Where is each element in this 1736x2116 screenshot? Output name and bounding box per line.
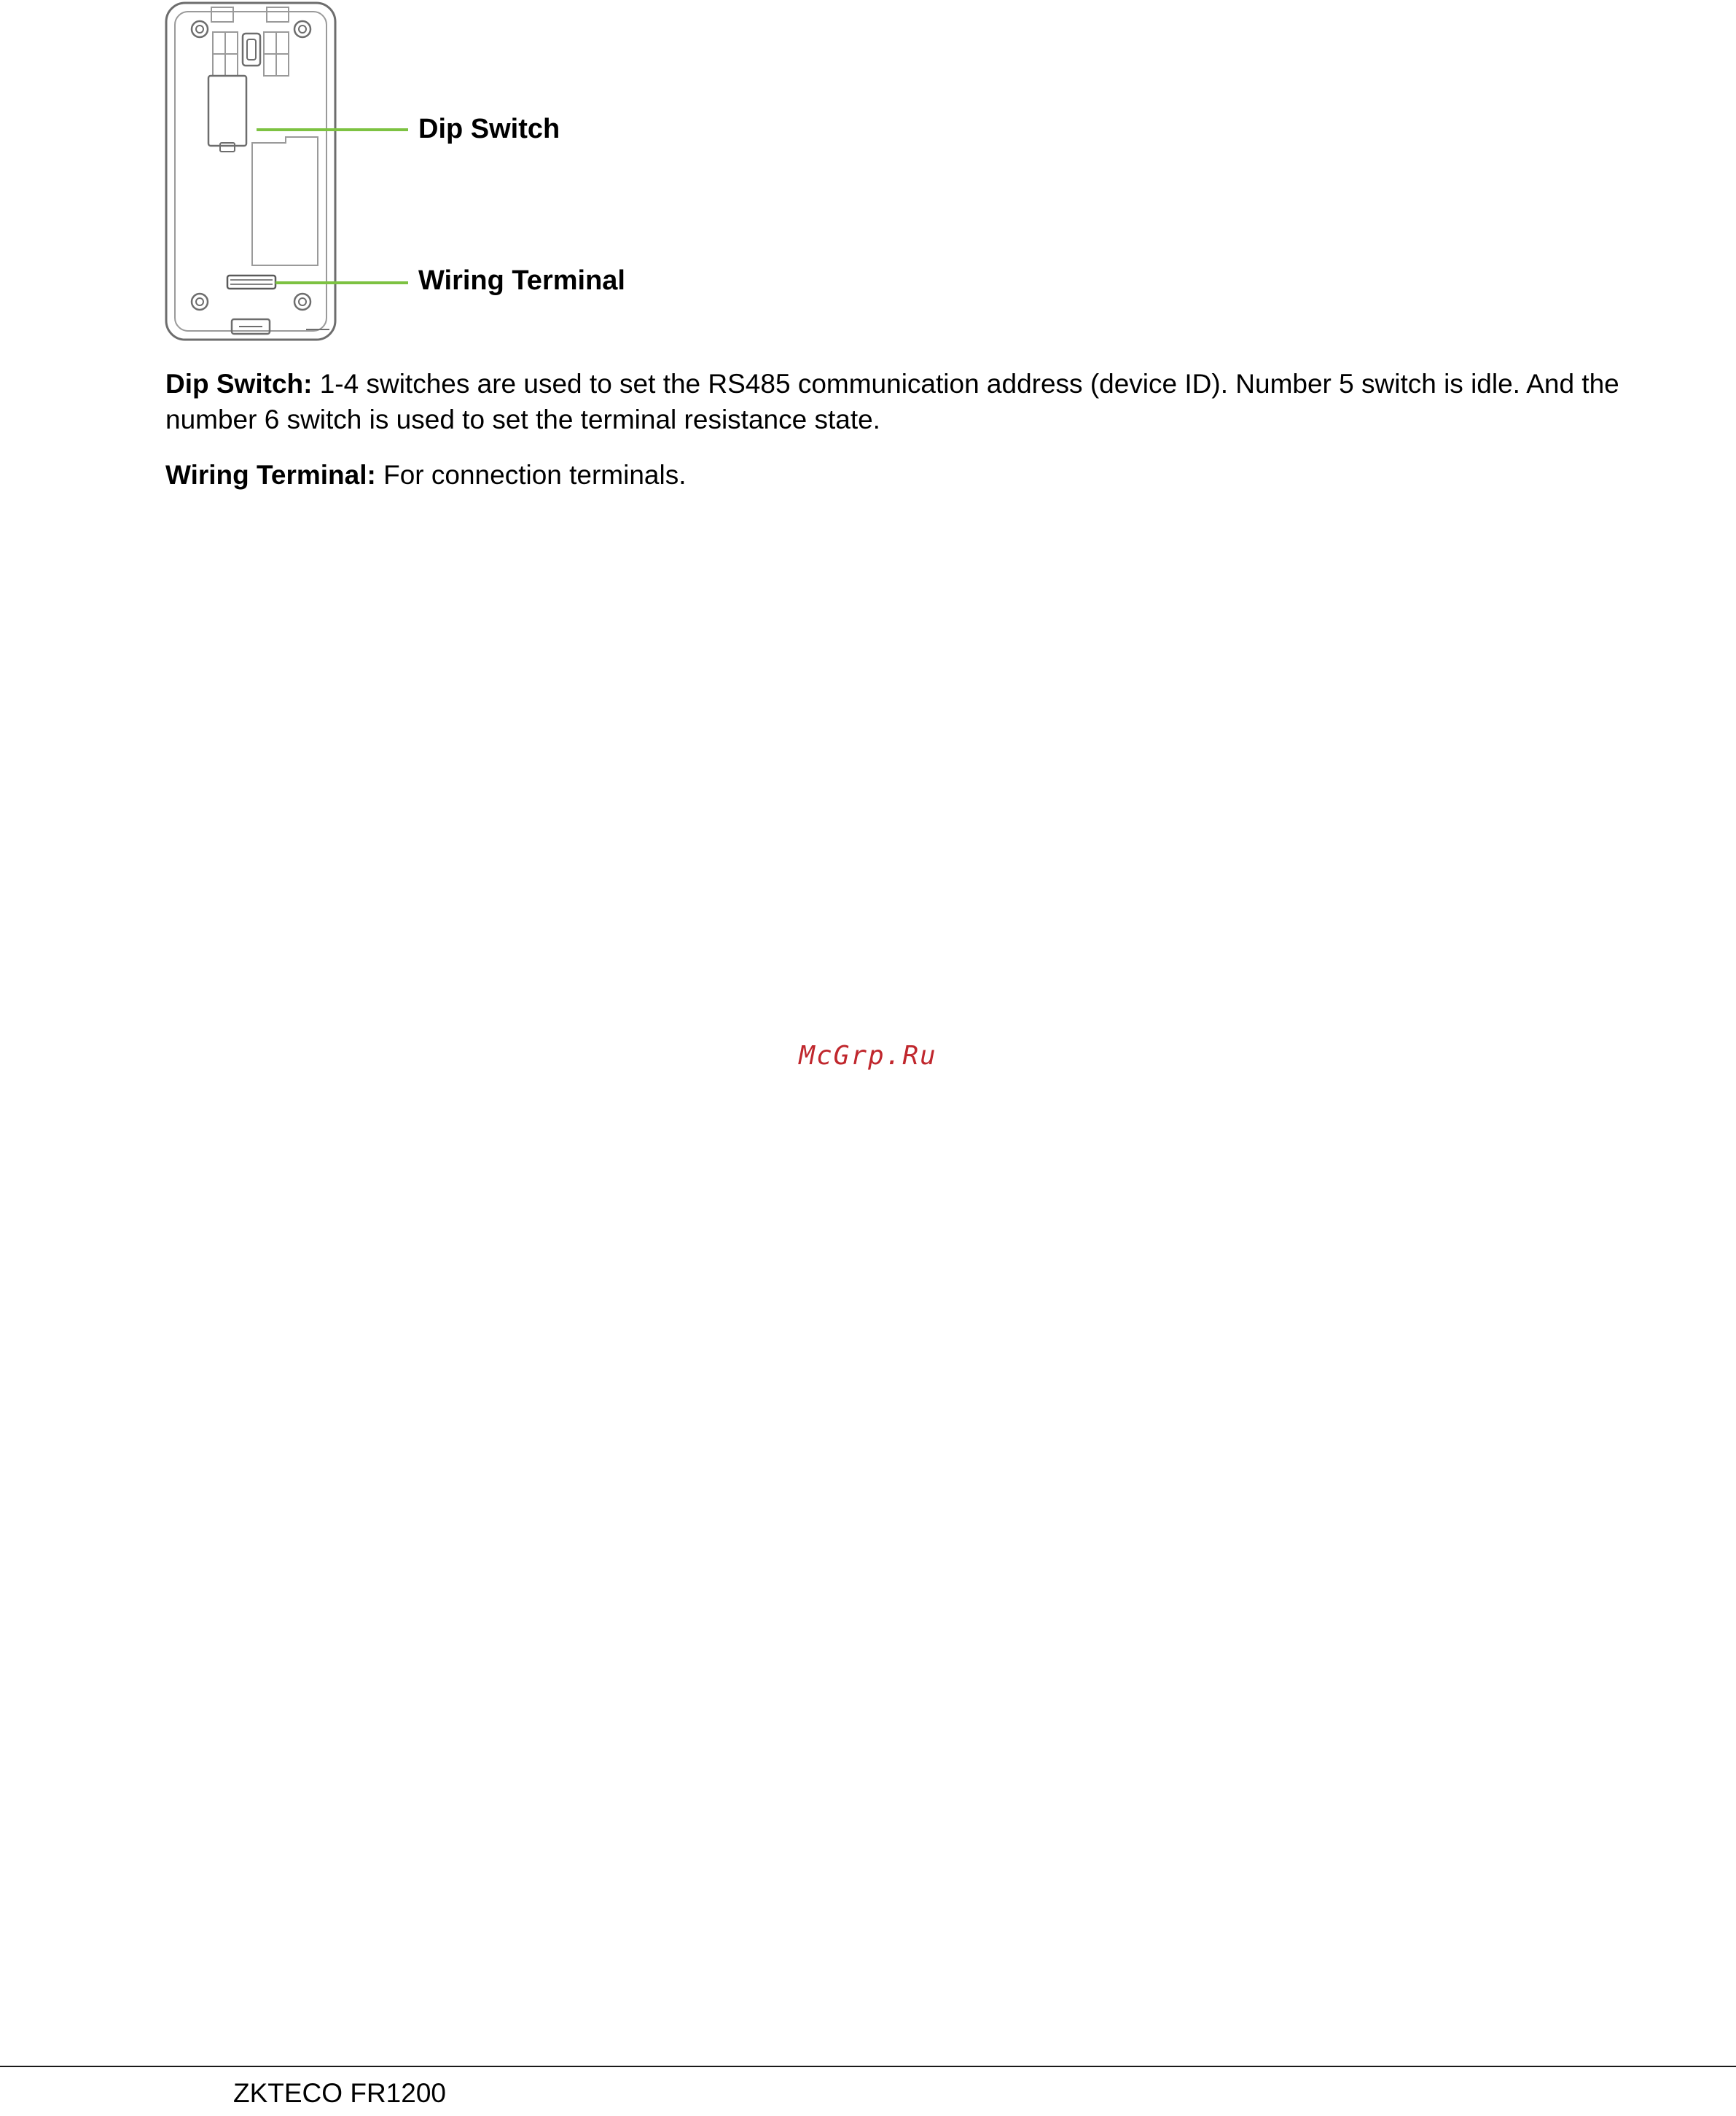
dip-switch-callout-label: Dip Switch xyxy=(418,114,560,144)
dip-switch-description xyxy=(165,366,1623,437)
wiring-terminal-text: For connection terminals. xyxy=(375,460,687,490)
screw-hole-top-right xyxy=(294,21,310,37)
wiring-terminal-term: Wiring Terminal: xyxy=(165,460,376,490)
footer-product-name: ZKTECO FR1200 xyxy=(233,2078,446,2108)
label-plate xyxy=(252,137,318,265)
footer-divider xyxy=(0,2066,1736,2067)
watermark: McGrp.Ru xyxy=(799,1041,937,1071)
top-connector xyxy=(243,34,260,66)
device-rear-diagram xyxy=(0,0,729,350)
screw-hole-bottom-right xyxy=(294,294,310,310)
dip-switch-component xyxy=(208,76,246,152)
wiring-terminal-component xyxy=(227,276,275,289)
dip-switch-term: Dip Switch: xyxy=(165,369,313,399)
screw-hole-bottom-left xyxy=(192,294,208,310)
dip-switch-text: 1-4 switches are used to set the RS485 communication address (device ID). Number 5 switch is idle. And the number 6 switch is used to set the terminal resistance state. xyxy=(165,369,1619,434)
device-rear-drawing xyxy=(0,0,729,350)
screw-hole-top-left xyxy=(192,21,208,37)
wiring-terminal-description xyxy=(165,457,1623,493)
wiring-terminal-callout-label: Wiring Terminal xyxy=(418,265,625,296)
